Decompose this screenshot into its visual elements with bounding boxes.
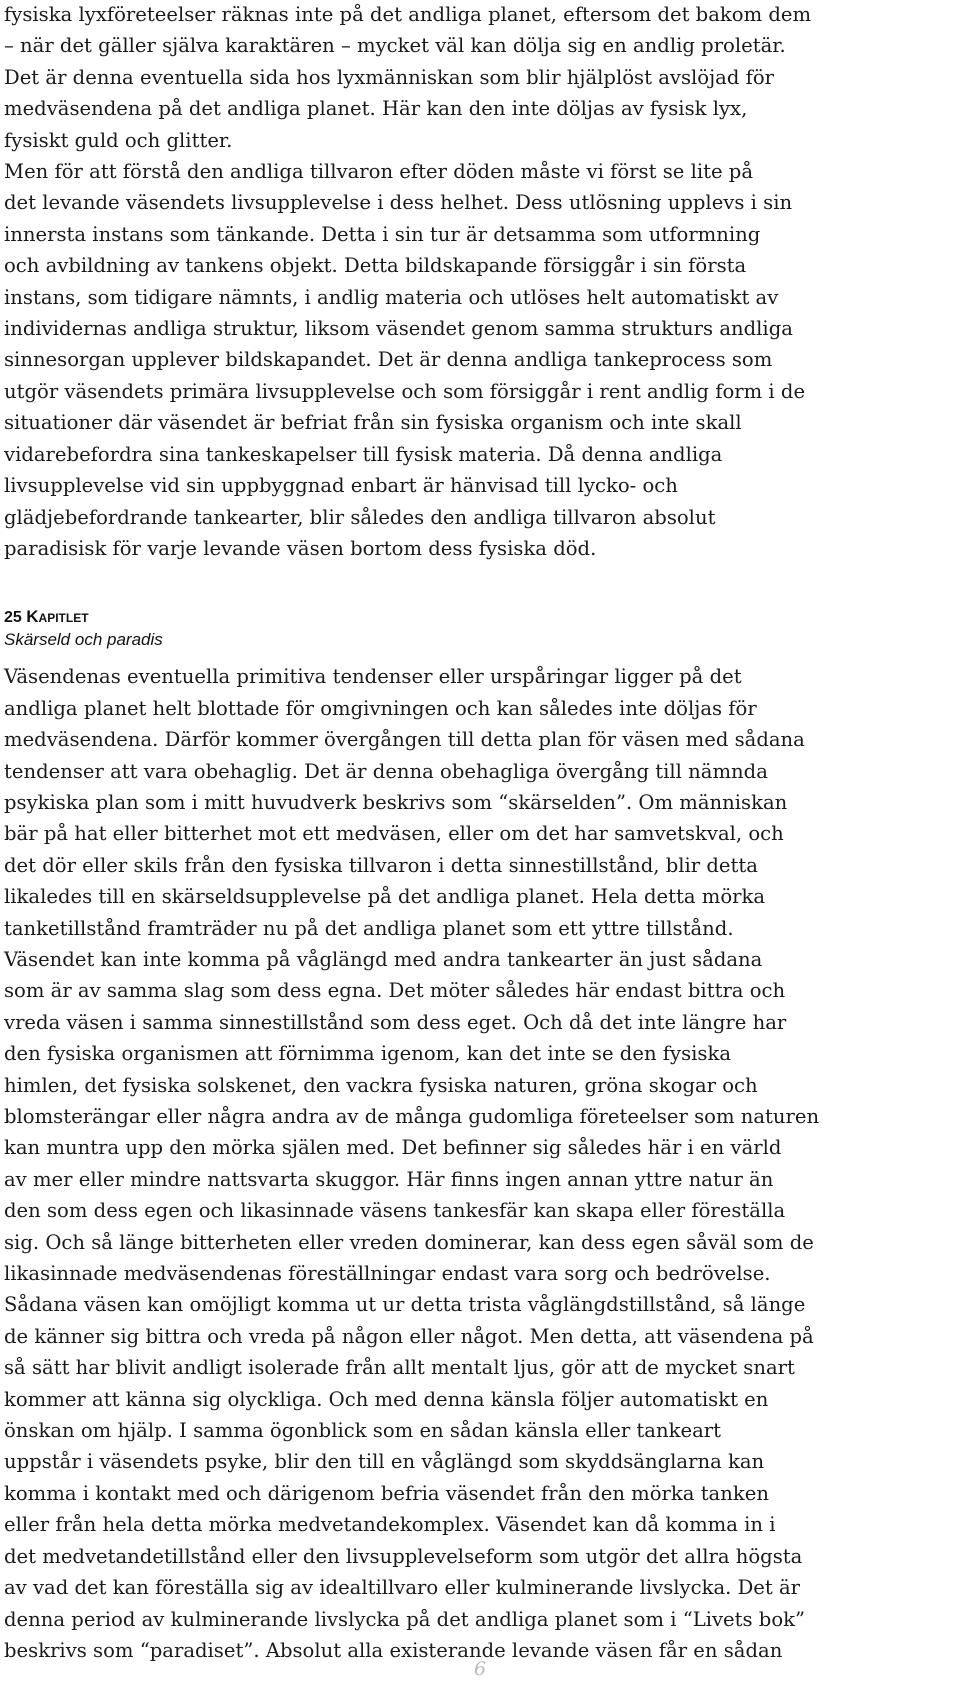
chapter-word: Kapitlet — [26, 607, 89, 627]
chapter-number — [4, 606, 956, 629]
chapter-title: Skärseld och paradis — [4, 630, 163, 650]
chapter-number-value: 25 — [4, 609, 22, 627]
page-number: 6 — [473, 1658, 487, 1680]
body-paragraph: Men för att förstå den andliga tillvaron efter döden måste vi först se lite på det levande väsendets livsupplevelse i dess helhet. Dess utlösning upplevs i sin innersta instans som tänkande. Detta i sin tur är detsamma som utformning och avbildning av tankens objekt. Detta bildskapande försiggår i sin första instans, som tidigare nämnts, i andlig materia och utlöses helt automatiskt av individernas andliga struktur, liksom väsendet genom samma strukturs andliga sinnesorgan upplever bildskapandet. Det är denna andliga tankeprocess som utgör väsendets primära livsupplevelse och som försiggår i rent andlig form i de situationer där väsendet är befriat från sin fysiska organism och inte skall vidarebefordra sina tankeskapelser till fysisk materia. Då denna andliga livsupplevelse vid sin uppbyggnad enbart är hänvisad till lycko- och glädjebefordrande tankearter, blir således den andliga tillvaron absolut paradisisk för varje levande väsen bortom dess fysiska död. — [4, 160, 806, 560]
body-paragraph: fysiska lyxföreteelser räknas inte på det andliga planet, eftersom det bakom dem – när det gäller själva karaktären – mycket väl kan dölja sig en andlig proletär. Det är denna eventuella sida hos lyxmänniskan som blir hjälplöst avslöjad för medväsendena på det andliga planet. Här kan den inte döljas av fysisk lyx, fysiskt guld och glitter. — [4, 3, 812, 152]
document-page — [4, 0, 956, 1666]
body-paragraph: Väsendenas eventuella primitiva tendenser eller urspåringar ligger på det andliga planet helt blottade för omgivningen och kan således inte döljas för medväsendena. Därför kommer övergången till detta plan för väsen med sådana tendenser att vara obehaglig. Det är denna obehagliga övergång till nämnda psykiska plan som i mitt huvudverk beskrivs som “skärselden”. Om människan bär på hat eller bitterhet mot ett medväsen, eller om det har samvetskval, och det dör eller skils från den fysiska tillvaron i detta sinnestillstånd, blir detta likaledes till en skärseldsupplevelse på det andliga planet. Hela detta mörka tanketillstånd framträder nu på det andliga planet som ett yttre tillstånd. Väsendet kan inte komma på våglängd med andra tankearter än just sådana som är av samma slag som dess egna. Det möter således här endast bittra och vreda väsen i samma sinnestillstånd som dess eget. Och då det inte längre har den fysiska organismen att förnimma igenom, kan det inte se den fysiska himlen, det fysiska solskenet, den vackra fysiska naturen, gröna skogar och blomsterängar eller några andra av de många gudomliga företeelser som naturen kan muntra upp den mörka själen med. Det befinner sig således här i en värld av mer eller mindre nattsvarta skuggor. Här finns ingen annan yttre natur än den som dess egen och likasinnade väsens tankesfär kan skapa eller föreställa sig. Och så länge bitterheten eller vreden dominerar, kan dess egen såväl som de likasinnade medväsendenas föreställningar endast vara sorg och bedrövelse. Sådana väsen kan omöjligt komma ut ur detta trista våglängdstillstånd, så länge de känner sig bittra och vreda på någon eller något. Men detta, att väsendena på så sätt har blivit andligt isolerade från allt mentalt ljus, gör att de mycket snart kommer att känna sig olyckliga. Och med denna känsla följer automatiskt en önskan om hjälp. I samma ögonblick som en sådan känsla eller tankeart uppstår i väsendets psyke, blir den till en våglängd som skyddsänglarna kan komma i kontakt med och därigenom befria väsendet från den mörka tanken eller från hela detta mörka medvetandekomplex. Väsendet kan då komma in i det medvetandetillstånd eller den livsupplevelseform som utgör det allra högsta av vad det kan föreställa sig av idealtillvaro eller kulminerande livslycka. Det är denna period av kulminerande livslycka på det andliga planet som i “Livets bok” beskrivs som “paradiset”. Absolut alla existerande levande väsen får en sådan — [4, 665, 820, 1662]
chapter-header — [4, 606, 956, 651]
